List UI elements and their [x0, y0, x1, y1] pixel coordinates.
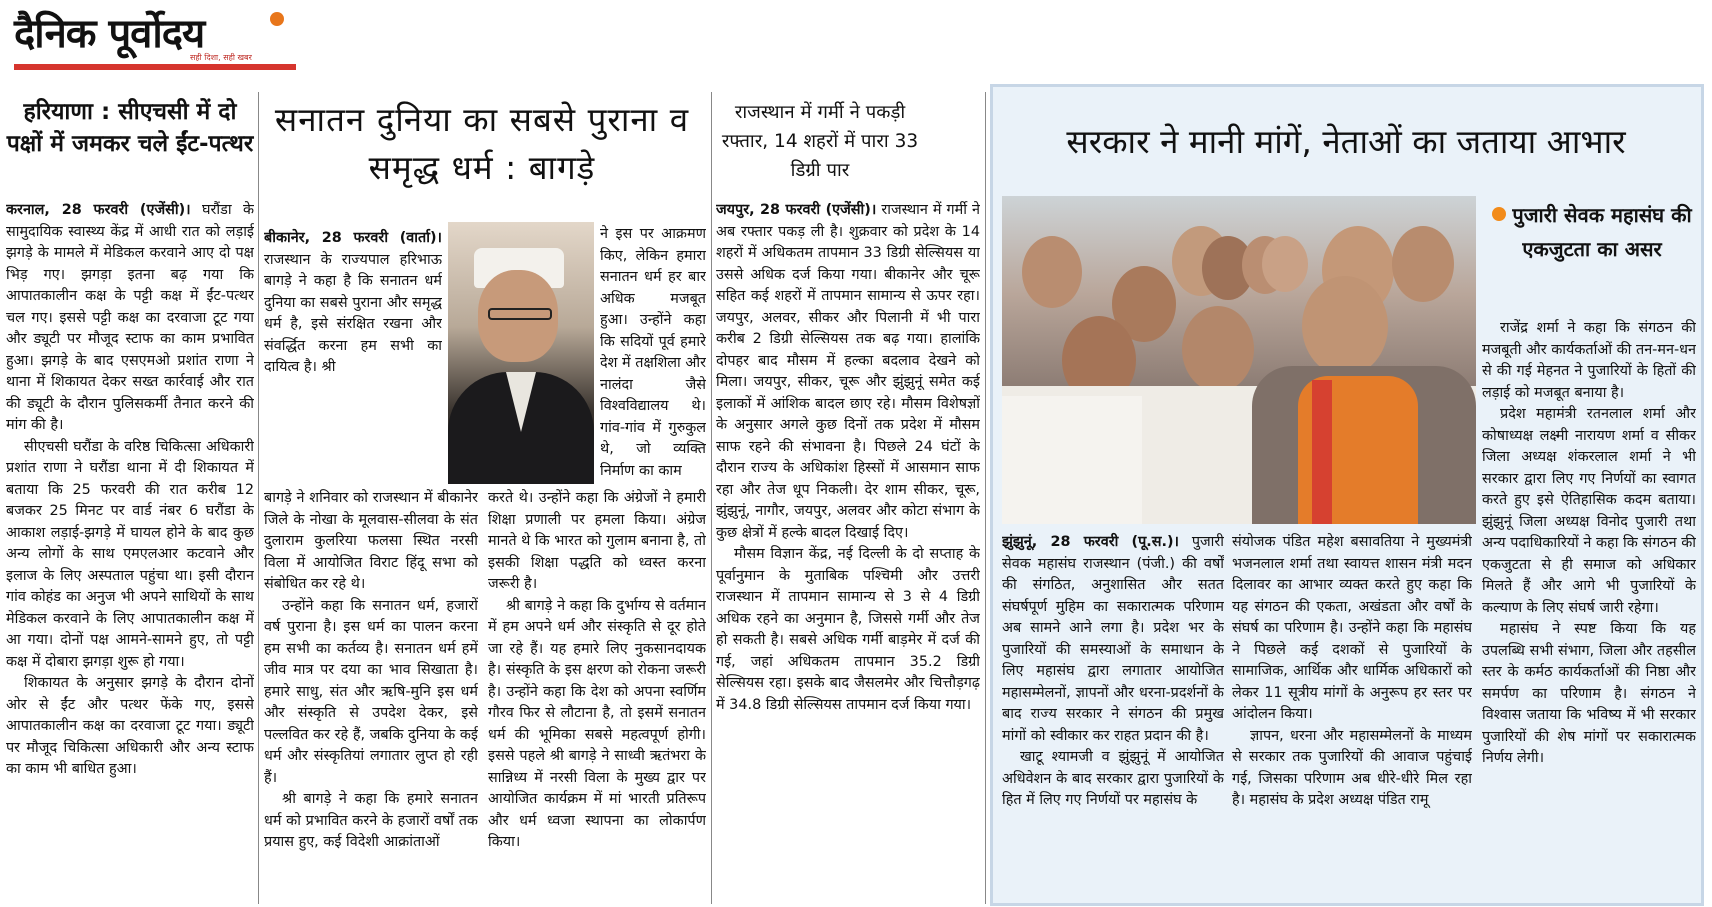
article1-para: शिकायत के अनुसार झगड़े के दौरान दोनों ओर से ईंट और पत्थर फेंके गए, इससे आपातकालीन कक्ष का दरवाजा टूट गया। ड्यूटी पर मौजूद चिकित्सा अधिकारी और अन्य स्टाफ का काम भी बाधित हुआ। [6, 675, 254, 777]
article2-body-left [264, 488, 478, 904]
article4-para: ज्ञापन, धरना और महासम्मेलनों के माध्यम से सरकार तक पुजारियों की आवाज पहुंचाई गई, जिसका परिणाम अब धीरे-धीरे मिल रहा है। महासंघ के प्रदेश अध्यक्ष पंडित रामू [1232, 727, 1472, 808]
article4-para: खाटू श्यामजी व झुंझुनूं में आयोजित अधिवेशन के बाद सरकार द्वारा पुजारियों के हित में लिए गए निर्णयों पर महासंघ के [1002, 749, 1224, 808]
article1-para: घरौंडा के सामुदायिक स्वास्थ्य केंद्र में आधी रात को लड़ाई झगड़े के मामले में मेडिकल करवाने आए दो पक्ष भिड़ गए। झगड़ा इतना बढ़ गया कि आपातकालीन कक्ष के पट्टी कक्ष में ईंट-पत्थर चल गए। इससे पट्टी कक्ष का दरवाजा टूट गया और ड्यूटी पर मौजूद स्टाफ का काम प्रभावित हुआ। झगड़े के बाद एसएमओ प्रशांत राणा ने थाना में शिकायत देकर सख्त कार्रवाई और रात की ड्यूटी के दौरान पुलिसकर्मी तैनात करने की मांग की है। [6, 202, 254, 433]
bullet-dot-icon [1492, 207, 1506, 221]
article4-col3 [1482, 318, 1696, 904]
article3-para: मौसम विज्ञान केंद्र, नई दिल्ली के दो सप्ताह के पूर्वानुमान के मुताबिक पश्चिमी और उत्तरी राजस्थान में तापमान सामान्य से 3 से 4 डिग्री अधिक रहने का अनुमान है, जिससे गर्मी और तेज हो सकती है। सबसे अधिक गर्मी बाड़मेर में दर्ज की गई, जहां अधिकतम तापमान 35.2 डिग्री सेल्सियस रहा। इसके बाद जैसलमेर और चित्तौड़गढ़ में 34.8 डिग्री सेल्सियस तापमान दर्ज किया गया। [716, 546, 980, 713]
article2-para: श्री बागड़े ने कहा कि हमारे सनातन धर्म को प्रभावित करने के हजारों वर्षों तक प्रयास हुए, कई विदेशी आक्रांताओं [264, 791, 478, 850]
masthead-name: दैनिक पूर्वोदय [14, 10, 205, 57]
article4-para: राजेंद्र शर्मा ने कहा कि संगठन की मजबूती और कार्यकर्ताओं की तन-मन-धन से की गई मेहनत ने पुजारियों के हितों की लड़ाई को मजबूत बनाया है। [1482, 320, 1696, 401]
masthead-tagline: सही दिशा, सही खबर [190, 53, 252, 62]
article2-para: बागड़े ने शनिवार को राजस्थान में बीकानेर जिले के नोखा के मूलवास-सीलवा के संत दुलाराम कुलरिया फलसा स्थित नरसी विला में आयोजित विराट हिंदू सभा को संबोधित कर रहे थे। [264, 490, 478, 592]
article2-para: ने इस पर आक्रमण किए, लेकिन हमारा सनातन धर्म हर बार अधिक मजबूत हुआ। उन्होंने कहा कि सदियों पूर्व हमारे देश में तक्षशिला और नालंदा जैसे विश्वविद्यालय थे। गांव-गांव में गुरुकुल थे, जो व्यक्ति निर्माण का काम [600, 226, 706, 479]
column-rule [985, 92, 986, 904]
article4-para: पुजारी सेवक महासंघ राजस्थान (पंजी.) की वर्षों की संगठित, अनुशासित और सतत संघर्षपूर्ण मुहिम का सकारात्मक परिणाम अब सामने आने लगा है। प्रदेश भर के पुजारियों की समस्याओं के समाधान के लिए महासंघ द्वारा लगातार आयोजित महासम्मेलनों, ज्ञापनों और धरना-प्रदर्शनों के बाद राज्य सरकार ने संगठन की प्रमुख मांगों को स्वीकार कर राहत प्रदान की है। [1002, 534, 1224, 744]
article2-dateline: बीकानेर, 28 फरवरी (वार्ता)। [264, 230, 442, 246]
article2-para: करते थे। उन्होंने कहा कि अंग्रेजों ने हमारी शिक्षा प्रणाली पर हमला किया। अंग्रेज मानते थे कि भारत को गुलाम बनाना है, तो इसकी शिक्षा पद्धति को ध्वस्त करना जरूरी है। [488, 490, 706, 592]
governor-photo [448, 222, 594, 484]
article4-col1 [1002, 532, 1224, 904]
masthead-logo [14, 4, 284, 66]
article2-para: श्री बागड़े ने कहा कि दुर्भाग्य से वर्तमान में हम अपने धर्म और संस्कृति से दूर होते जा रहे हैं। यह हमारे लिए नुकसानदायक है। संस्कृति के इस क्षरण को रोकना जरूरी है। उन्होंने कहा कि देश को अपना स्वर्णिम गौरव फिर से लौटाना है, तो इसमें सनातन धर्म की भूमिका सबसे महत्वपूर्ण होगी। इससे पहले श्री बागड़े ने साध्वी ऋतंभरा के सान्निध्य में नरसी विला के मुख्य द्वार पर आयोजित कार्यक्रम में मां भारती प्रतिरूप और धर्म ध्वजा स्थापना का लोकार्पण किया। [488, 597, 706, 850]
article3-body [716, 200, 980, 904]
article1-headline: हरियाणा : सीएचसी में दो पक्षों में जमकर चले ईंट-पत्थर [6, 99, 254, 157]
article1-para: सीएचसी घरौंडा के वरिष्ठ चिकित्सा अधिकारी प्रशांत राणा ने घरौंडा थाना में दी शिकायत में बताया कि 25 फरवरी की रात करीब 12 बजकर 25 मिनट पर वार्ड नंबर 6 घरौंडा के आकाश लड़ाई-झगड़े में घायल होने के बाद कुछ अन्य लोगों के साथ एमएलआर कटवाने और इलाज के लिए अस्पताल पहुंचा था। इसी दौरान गांव कोहंड का अनुज भी अपने साथियों के साथ मेडिकल करवाने के लिए आपातकालीन कक्ष में आ गया। दोनों पक्ष आमने-सामने हुए, तो पट्टी कक्ष में दोबारा झगड़ा शुरू हो गया। [6, 438, 254, 670]
article4-subhead: पुजारी सेवक महासंघ की एकजुटता का असर [1488, 198, 1696, 266]
masthead-rule [14, 64, 296, 70]
article3-headline: राजस्थान में गर्मी ने पकड़ी रफ्तार, 14 शहरों में पारा 33 डिग्री पार [721, 102, 919, 181]
article2-para: राजस्थान के राज्यपाल हरिभाऊ बागड़े ने कहा है कि सनातन धर्म दुनिया का सबसे पुराना और समृद्ध धर्म है, इसे संरक्षित रखना और संवर्द्धित करना हम सभी का दायित्व है। श्री [264, 251, 442, 375]
article1-dateline: करनाल, 28 फरवरी (एजेंसी)। [6, 202, 191, 218]
article1-body [6, 200, 254, 904]
article2-body-right [488, 488, 706, 904]
article3-dateline: जयपुर, 28 फरवरी (एजेंसी)। [716, 202, 877, 218]
column-rule [258, 92, 259, 904]
article3-para: राजस्थान में गर्मी ने अब रफ्तार पकड़ ली है। शुक्रवार को प्रदेश के 14 शहरों में अधिकतम तापमान 33 डिग्री सेल्सियस या उससे अधिक दर्ज किया गया। बीकानेर और चूरू सहित कई शहरों में तापमान सामान्य से ऊपर रहा। जयपुर, अलवर, सीकर और पिलानी में भी पारा करीब 2 डिग्री सेल्सियस तक बढ़ गया। हालांकि दोपहर बाद मौसम में हल्का बदलाव देखने को मिला। जयपुर, सीकर, चूरू और झुंझुनूं समेत कई इलाकों में आंशिक बादल छाए रहे। मौसम विशेषज्ञों के अनुसार अगले कुछ दिनों तक प्रदेश में मौसम साफ रहने की संभावना है। पिछले 24 घंटों के दौरान राज्य के अधिकांश हिस्सों में आसमान साफ रहा और तेज धूप निकली। देर शाम सीकर, चूरू, झुंझुनूं, नागौर, जयपुर, अलवर और कोटा संभाग के कुछ क्षेत्रों में हल्के बादल दिखाई दिए। [716, 202, 980, 541]
article2-col-right [600, 224, 706, 486]
article4-headline: सरकार ने मानी मांगें, नेताओं का जताया आभार [1066, 122, 1626, 161]
article4-col2 [1232, 532, 1472, 904]
article4-para: संयोजक पंडित महेश बसावतिया ने मुख्यमंत्री भजनलाल शर्मा तथा स्वायत्त शासन मंत्री मदन दिलावर का आभार व्यक्त करते हुए कहा कि यह संगठन की एकता, अखंडता और वर्षों के संघर्ष का परिणाम है। उन्होंने कहा कि महासंघ ने पिछले कई दशकों से पुजारियों के सामाजिक, आर्थिक और धार्मिक अधिकारों को लेकर 11 सूत्रीय मांगों के अनुरूप हर स्तर पर आंदोलन किया। [1232, 534, 1472, 722]
column-rule [711, 92, 712, 904]
felicitation-photo [1002, 196, 1476, 524]
article4-para: महासंघ ने स्पष्ट किया कि यह उपलब्धि सभी संभाग, जिला और तहसील स्तर के कर्मठ कार्यकर्ताओं की निष्ठा और समर्पण का परिणाम है। संगठन ने विश्वास जताया कि भविष्य में भी सरकार पुजारियों की शेष मांगों पर सकारात्मक निर्णय लेगी। [1482, 621, 1696, 766]
article4-dateline: झुंझुनूं, 28 फरवरी (पू.स.)। [1002, 534, 1179, 550]
article2-headline: सनातन दुनिया का सबसे पुराना व समृद्ध धर्म : बागड़े [274, 100, 690, 187]
article4-para: प्रदेश महामंत्री रतनलाल शर्मा और कोषाध्यक्ष लक्ष्मी नारायण शर्मा व सीकर जिला अध्यक्ष शंकरलाल शर्मा ने भी सरकार द्वारा लिए गए निर्णयों का स्वागत करते हुए इसे ऐतिहासिक कदम बताया। झुंझुनूं जिला अध्यक्ष विनोद पुजारी तथा अन्य पदाधिकारियों ने कहा कि संगठन की एकजुटता से ही समाज को अधिकार मिलते हैं और आगे भी पुजारियों के कल्याण के लिए संघर्ष जारी रहेगा। [1482, 406, 1696, 616]
sun-icon [270, 12, 284, 26]
article2-para: उन्होंने कहा कि सनातन धर्म, हजारों वर्ष पुराना है। इस धर्म का पालन करना हम सभी का कर्तव्य है। सनातन धर्म हमें जीव मात्र पर दया का भाव सिखाता है। हमारे साधु, संत और ऋषि-मुनि इस धर्म और संस्कृति से उपदेश देकर, इसे पल्लवित कर रहे हैं, जबकि दुनिया के कई धर्म और संस्कृतियां लगातार लुप्त हो रही हैं। [264, 597, 478, 786]
article2-lead [264, 228, 442, 486]
